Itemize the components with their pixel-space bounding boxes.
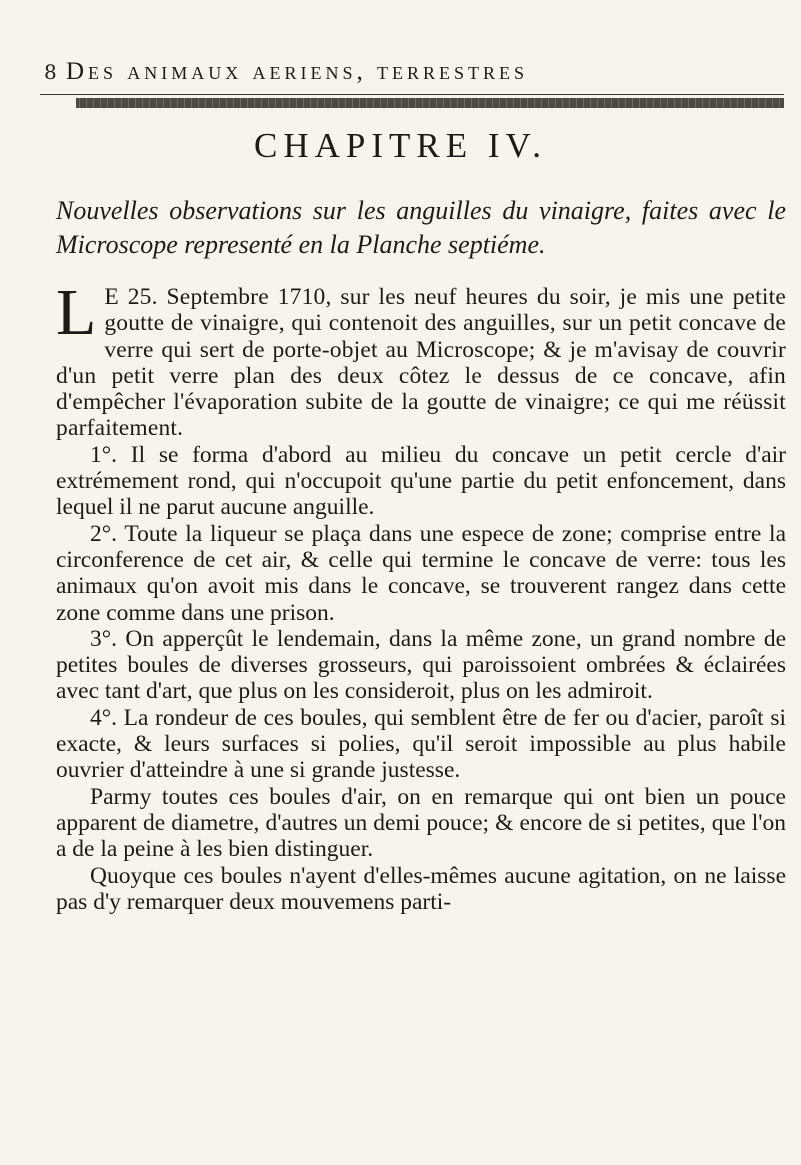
paragraph-4: 4°. La rondeur de ces boules, qui semblent être de fer ou d'acier, paroît si exacte, & leurs surfaces si polies, qu'il seroit impossible au plus habile ouvrier d'atteindre à une si grande justesse.	[56, 704, 786, 784]
chapter-heading: CHAPITRE IV.	[253, 126, 548, 165]
paragraph-5: Parmy toutes ces boules d'air, on en remarque qui ont bien un pouce apparent de diametre, d'autres un demi pouce; & encore de si petites, que l'on a de la peine à les bien distinguer.	[56, 783, 786, 863]
paragraph-6: Quoyque ces boules n'ayent d'elles-mêmes aucune agitation, on ne laisse pas d'y remarquer deux mouvemens parti-	[56, 862, 786, 915]
opening-text: E 25. Septembre 1710, sur les neuf heures du soir, je mis une petite goutte de vinaigre, qui contenoit des anguilles, sur un petit concave de verre qui sert de porte-objet au Microscope; & je m'avisay de couvrir d'un petit verre plan des deux côtez le dessus de ce concave, afin d'empêcher l'évaporation subite de la goutte de vinaigre; ce qui me réüssit parfaitement.	[56, 284, 786, 442]
paragraph-1: 1°. Il se forma d'abord au milieu du concave un petit cercle d'air extrémement rond, qui n'occupoit qu'une partie du petit enfoncement, dans lequel il ne parut aucune anguille.	[56, 441, 786, 521]
running-title: Des animaux aeriens, terrestres	[66, 58, 529, 85]
chapter-subtitle: Nouvelles observations sur les anguilles du vinaigre, faites avec le Microscope representé en la Planche septiéme.	[56, 196, 786, 259]
paragraph-3: 3°. On apperçût le lendemain, dans la même zone, un grand nombre de petites boules de diverses grosseurs, qui paroissoient ombrées & éclairées avec tant d'art, que plus on les consideroit, plus on les admiroit.	[56, 625, 786, 705]
page-number: 8	[44, 60, 57, 84]
paragraph-2: 2°. Toute la liqueur se plaça dans une espece de zone; comprise entre la circonference de cet air, & celle qui termine le concave de verre: tous les animaux qu'on avoit mis dans le concave, se trouverent rangez dans cette zone comme dans une prison.	[56, 520, 786, 626]
running-head	[44, 58, 784, 92]
header-rule	[40, 94, 784, 95]
body-text	[56, 276, 786, 915]
opening-paragraph	[56, 276, 786, 442]
ornamental-rule	[76, 98, 784, 108]
drop-cap: L	[56, 276, 97, 349]
